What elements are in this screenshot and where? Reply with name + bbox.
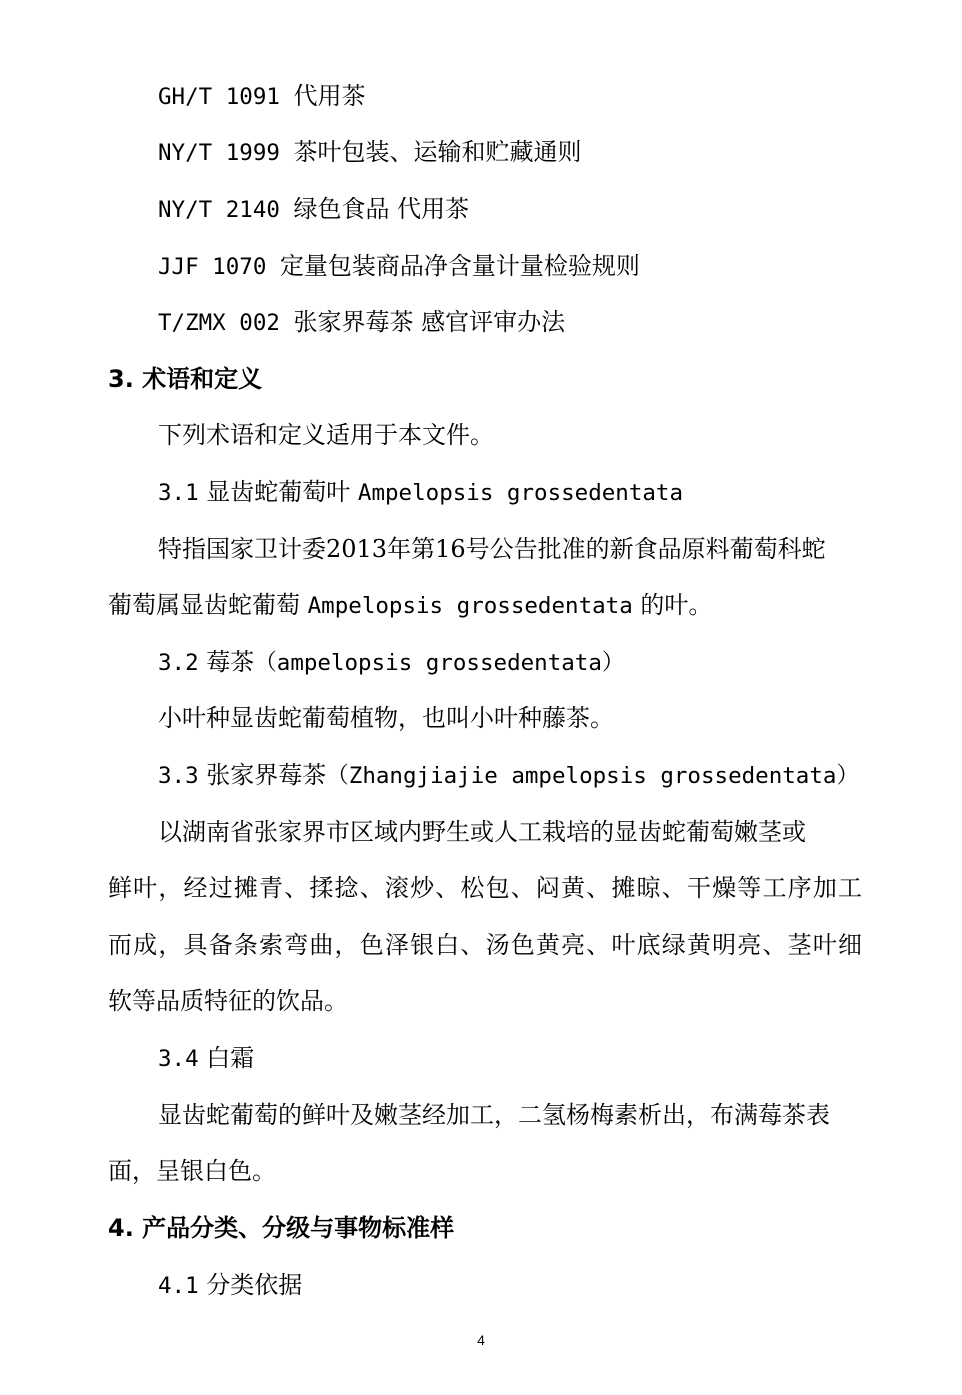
- reference-code: NY/T 2140: [158, 197, 280, 223]
- term-title: [158, 760, 859, 791]
- reference-title: 绿色食品 代用茶: [293, 195, 470, 223]
- term-title-latin: Ampelopsis grossedentata: [357, 480, 684, 506]
- term-definition-line: 以湖南省张家界市区域内野生或人工栽培的显齿蛇葡萄嫩茎或: [158, 818, 806, 846]
- reference-code: NY/T 1999: [158, 140, 280, 166]
- term-number: 3.4: [158, 1046, 199, 1072]
- subsection-number: 4.1: [158, 1273, 199, 1299]
- reference-item: [158, 137, 581, 168]
- term-title-latin: （ampelopsis grossedentata）: [254, 650, 625, 676]
- reference-title: 代用茶: [293, 82, 366, 110]
- term-title-cn: 显齿蛇葡萄叶: [206, 478, 351, 506]
- reference-item: [158, 81, 365, 112]
- section-intro: 下列术语和定义适用于本文件。: [158, 421, 494, 449]
- term-number: 3.3: [158, 763, 199, 789]
- section-heading: 4. 产品分类、分级与事物标准样: [108, 1214, 455, 1242]
- term-title: [158, 1043, 254, 1074]
- reference-item: [158, 307, 565, 338]
- reference-item: [158, 251, 640, 282]
- reference-item: [158, 194, 469, 225]
- term-title: [158, 647, 624, 678]
- term-definition-line: [108, 590, 712, 621]
- term-title-cn: 莓茶: [206, 648, 255, 676]
- section-heading: 3. 术语和定义: [108, 365, 263, 393]
- term-definition-line: 显齿蛇葡萄的鲜叶及嫩茎经加工，二氢杨梅素析出，布满莓茶表: [158, 1101, 830, 1129]
- term-definition-cn: 葡萄属显齿蛇葡萄: [108, 591, 300, 619]
- term-title: [158, 477, 683, 508]
- term-title-latin: （Zhangjiajie ampelopsis grossedentata）: [326, 763, 859, 789]
- term-definition-line: 小叶种显齿蛇葡萄植物，也叫小叶种藤茶。: [158, 704, 614, 732]
- reference-code: T/ZMX 002: [158, 310, 280, 336]
- page-number: 4: [477, 1332, 485, 1348]
- term-definition-line: 特指国家卫计委2013年第16号公告批准的新食品原料葡萄科蛇: [158, 535, 826, 563]
- term-title-cn: 白霜: [206, 1044, 255, 1072]
- term-definition-cn: 的叶。: [640, 591, 713, 619]
- reference-code: JJF 1070: [158, 254, 267, 280]
- reference-title: 茶叶包装、运输和贮藏通则: [293, 138, 582, 166]
- subsection-title: [158, 1270, 302, 1301]
- reference-title: 张家界莓茶 感官评审办法: [293, 308, 566, 336]
- term-definition-latin: Ampelopsis grossedentata: [307, 593, 633, 619]
- subsection-title-text: 分类依据: [206, 1271, 303, 1299]
- term-definition-line: 面，呈银白色。: [108, 1157, 276, 1185]
- term-number: 3.1: [158, 480, 199, 506]
- term-definition-line: 而成，具备条索弯曲，色泽银白、汤色黄亮、叶底绿黄明亮、茎叶细: [108, 931, 862, 959]
- term-definition-line: 软等品质特征的饮品。: [108, 987, 348, 1015]
- term-title-cn: 张家界莓茶: [206, 761, 327, 789]
- reference-title: 定量包装商品净含量计量检验规则: [279, 252, 640, 280]
- term-definition-line: 鲜叶，经过摊青、揉捻、滚炒、松包、闷黄、摊晾、干燥等工序加工: [108, 874, 862, 902]
- term-number: 3.2: [158, 650, 199, 676]
- reference-code: GH/T 1091: [158, 84, 280, 110]
